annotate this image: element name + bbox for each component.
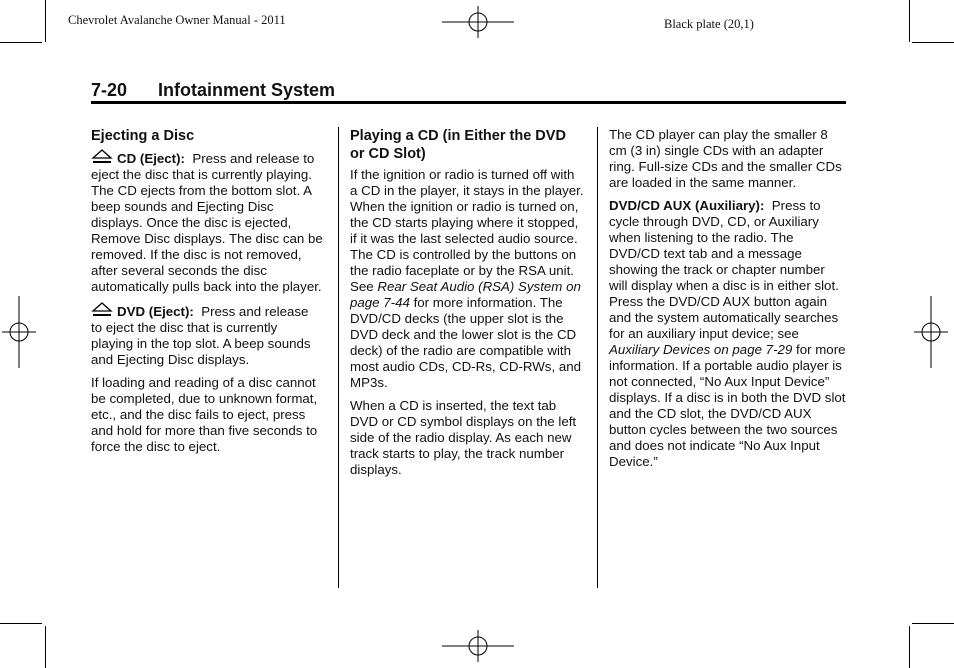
registration-mark-icon	[914, 296, 948, 368]
column-3	[609, 127, 846, 477]
plate-label: Black plate (20,1)	[664, 17, 754, 31]
cd-eject-label: CD (Eject):	[117, 151, 185, 166]
page-heading	[91, 80, 335, 101]
crop-mark	[45, 626, 46, 668]
paragraph-text: Press to cycle through DVD, CD, or Auxiliary when listening to the radio. The DVD/CD text tab and a message showing the track or chapter number will display when a disc is in either slot. Press the DVD/CD AUX button again and the system automatically searches for an auxiliary input device; see	[609, 198, 839, 341]
dvd-cd-aux-label: DVD/CD AUX (Auxiliary):	[609, 198, 765, 213]
paragraph-text: for more information. If a portable audio player is not connected, “No Aux Input Device” displays. If a disc is in both the DVD slot and the CD slot, the DVD/CD AUX button cycles between the two sources and does not indicate “No Aux Input Device.”	[609, 342, 846, 469]
paragraph	[609, 198, 846, 470]
paragraph: The CD player can play the smaller 8 cm (3 in) single CDs with an adapter ring. Full-size CDs and the smaller CDs are loaded in the same manner.	[609, 127, 842, 190]
paragraph-text: for more information. The DVD/CD decks (the upper slot is the DVD deck and the lower slot is the CD deck) of the radio are compatible with most audio CDs, CD-Rs, CD-RWs, and MP3s.	[350, 295, 582, 390]
auxiliary-devices-reference-link[interactable]: Auxiliary Devices on page 7-29	[609, 342, 793, 357]
section-heading: Ejecting a Disc	[91, 128, 195, 144]
registration-mark-icon	[442, 6, 514, 38]
column-1	[91, 127, 323, 462]
crop-mark	[0, 42, 42, 43]
heading-rule	[91, 101, 846, 104]
column-2	[350, 127, 584, 485]
paragraph: If loading and reading of a disc cannot be completed, due to unknown format, etc., and the disc fails to eject, press and hold for more than five seconds to force the disc to eject.	[91, 375, 318, 454]
crop-mark	[909, 626, 910, 668]
column-divider	[338, 127, 339, 588]
eject-icon	[91, 302, 113, 318]
section-title: Infotainment System	[158, 80, 336, 100]
paragraph	[350, 167, 584, 391]
dvd-eject-label: DVD (Eject):	[117, 304, 194, 319]
eject-icon	[91, 149, 113, 165]
column-divider	[597, 127, 598, 588]
paragraph	[91, 149, 323, 295]
paragraph-text: Press and release to eject the disc that is currently playing in the top slot. A beep sounds and Ejecting Disc displays.	[91, 304, 311, 367]
crop-mark	[912, 42, 954, 43]
page-number: 7-20	[91, 80, 128, 100]
section-heading: Playing a CD (in Either the DVD or CD Slot)	[350, 128, 566, 162]
paragraph: When a CD is inserted, the text tab DVD or CD symbol displays on the left side of the radio display. As each new track starts to play, the track number displays.	[350, 398, 577, 477]
manual-title: Chevrolet Avalanche Owner Manual - 2011	[68, 13, 286, 27]
registration-mark-icon	[442, 630, 514, 662]
paragraph	[91, 302, 323, 368]
rsa-reference-link[interactable]: Rear Seat Audio (RSA) System on page 7-44	[350, 279, 581, 310]
crop-mark	[0, 623, 42, 624]
registration-mark-icon	[2, 296, 36, 368]
crop-mark	[45, 0, 46, 42]
crop-mark	[909, 0, 910, 42]
paragraph-text: Press and release to eject the disc that is currently playing. The CD ejects from the bottom slot. A beep sounds and Ejecting Disc displays. Once the disc is ejected, Remove Disc displays. The disc can be removed. If the disc is not removed, after several seconds the disc automatically pulls back into the player.	[91, 151, 323, 294]
crop-mark	[912, 623, 954, 624]
paragraph-text: If the ignition or radio is turned off with a CD in the player, it stays in the player. When the ignition or radio is turned on, the CD starts playing where it stopped, if it was the last selected audio source. The CD is controlled by the buttons on the radio faceplate or by the RSA unit. See	[350, 167, 584, 294]
